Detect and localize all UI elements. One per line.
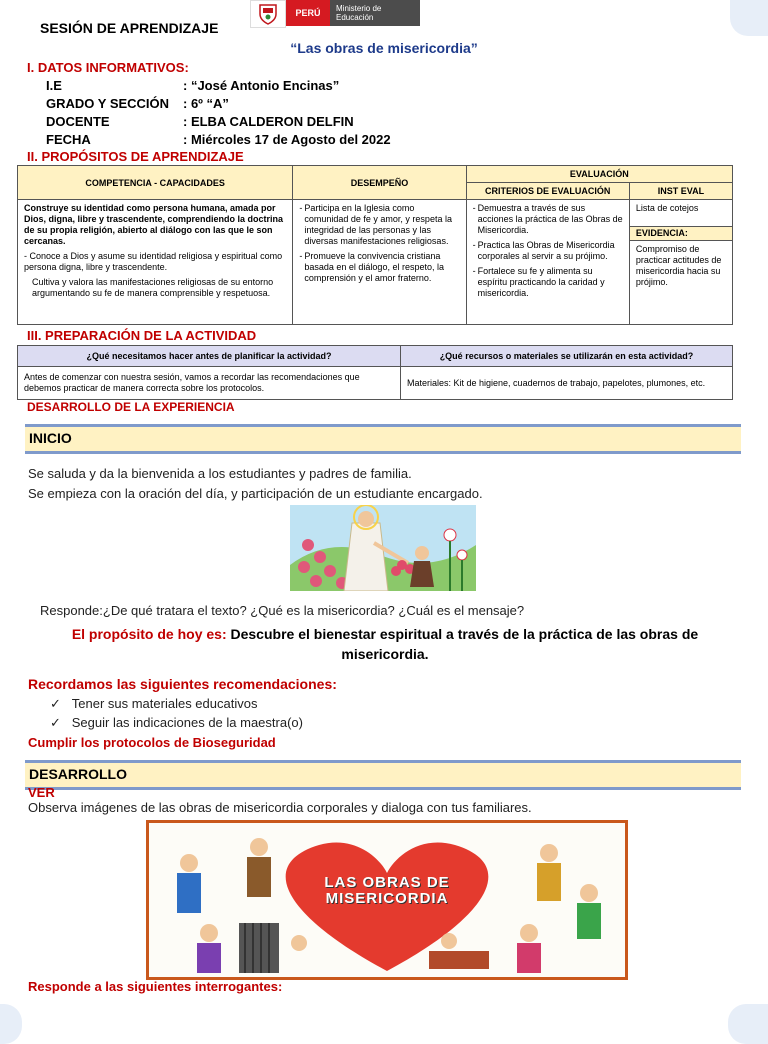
check-item-2 (50, 715, 303, 731)
prep-answer-2: Materiales: Kit de higiene, cuadernos de trabajo, papelotes, plumones, etc. (401, 367, 733, 400)
col-criterios: CRITERIOS DE EVALUACIÓN (466, 183, 629, 200)
section-datos-heading: I. DATOS INFORMATIVOS: (27, 60, 189, 75)
check-item-1-label: Tener sus materiales educativos (71, 696, 258, 711)
proposito-label: El propósito de hoy es: (71, 626, 227, 642)
poster-title-line-2: MISERICORDIA (325, 890, 449, 907)
competencia-cell (18, 200, 293, 325)
col-desempeno: DESEMPEÑO (293, 166, 466, 200)
jesus-illustration (290, 505, 476, 591)
prep-answer-1: Antes de comenzar con nuestra sesión, vamos a recordar las recomendaciones que debemos practicar de manera correcta sobre los protocolos. (18, 367, 401, 400)
prep-question-2: ¿Qué recursos o materiales se utilizarán en esta actividad? (401, 346, 733, 367)
check-item-1 (50, 696, 257, 712)
inicio-line-1: Se saluda y da la bienvenida a los estudiantes y padres de familia. (28, 466, 412, 481)
capacidad-2: Cultiva y valora las manifestaciones religiosas de su entorno argumentando su fe de manera comprensible y respetuosa. (32, 277, 274, 298)
info-label-fecha: FECHA (46, 132, 91, 147)
dash-marker: - (299, 251, 305, 272)
ministry-logo (250, 0, 420, 26)
capacidad-1: - Conoce a Dios y asume su identidad religiosa y espiritual como persona digna, libre y trascendente. (24, 251, 283, 272)
proposito-text: Descubre el bienestar espiritual a través de la práctica de las obras de misericordia. (230, 626, 699, 662)
check-item-2-label: Seguir las indicaciones de la maestra(o) (71, 715, 303, 730)
info-label-docente: DOCENTE (46, 114, 110, 129)
section-propositos-heading: II. PROPÓSITOS DE APRENDIZAJE (27, 149, 244, 164)
desarrollo-experiencia-heading: DESARROLLO DE LA EXPERIENCIA (27, 400, 235, 414)
dash-marker: - (299, 203, 305, 224)
desempeno-2: Promueve la convivencia cristiana basada en el diálogo, el respeto, la comprensión y el amor fraterno. (304, 251, 444, 283)
info-label-grado: GRADO Y SECCIÓN (46, 96, 170, 111)
criterios-cell (466, 200, 629, 325)
recordamos-heading: Recordamos las siguientes recomendaciones: (28, 676, 337, 692)
decorative-corner-bottom-left (0, 1004, 22, 1044)
competencia-text: Construye su identidad como persona humana, amada por Dios, digna, libre y trascendente, comprendiendo la doctrina de su propia religión, abierto al diálogo con las que le son cercanas. (24, 203, 284, 246)
responde-interrogantes: Responde a las siguientes interrogantes: (28, 979, 283, 994)
info-value-grado: : 6º “A” (183, 96, 229, 111)
inicio-band (25, 424, 741, 454)
info-label-ie: I.E (46, 78, 62, 93)
logo-country: PERÚ (286, 0, 330, 26)
evidencia-text: Compromiso de practicar actitudes de misericordia hacia su prójimo. (635, 244, 722, 287)
dash-marker: - (472, 203, 478, 224)
info-value-docente: : ELBA CALDERON DELFIN (183, 114, 354, 129)
criterio-1: Demuestra a través de sus acciones la práctica de las Obras de Misericordia. (477, 203, 623, 235)
proposito-block (40, 624, 730, 664)
checkmark-icon: ✓ (50, 696, 61, 711)
section-preparacion-heading: III. PREPARACIÓN DE LA ACTIVIDAD (27, 328, 257, 343)
dash-marker: - (472, 240, 478, 261)
ver-heading: VER (28, 785, 55, 800)
inicio-label: INICIO (29, 430, 72, 446)
desarrollo-label: DESARROLLO (29, 766, 127, 782)
poster-title (299, 875, 475, 907)
inicio-responde: Responde:¿De qué tratara el texto? ¿Qué es la misericordia? ¿Cuál es el mensaje? (40, 603, 525, 618)
poster-title-line-1: LAS OBRAS DE (324, 874, 450, 891)
inst-cell (629, 200, 732, 325)
preparacion-table (17, 345, 733, 400)
decorative-corner-top-right (730, 0, 768, 36)
desempeno-cell (293, 200, 466, 325)
prep-question-1: ¿Qué necesitamos hacer antes de planificar la actividad? (18, 346, 401, 367)
logo-ministry: Ministerio de Educación (330, 0, 420, 26)
col-evaluacion: EVALUACIÓN (466, 166, 732, 183)
observa-text: Observa imágenes de las obras de misericordia corporales y dialoga con tus familiares. (28, 800, 532, 815)
evidencia-label: EVIDENCIA: (630, 226, 732, 241)
desarrollo-band (25, 760, 741, 790)
propositos-table (17, 165, 733, 325)
dash-marker: - (472, 266, 478, 287)
info-value-fecha: : Miércoles 17 de Agosto del 2022 (183, 132, 391, 147)
decorative-corner-bottom-right (728, 1004, 768, 1044)
col-inst-eval: INST EVAL (629, 183, 732, 200)
cumplir-protocolos: Cumplir los protocolos de Bioseguridad (28, 735, 276, 750)
desempeno-1: Participa en la Iglesia como comunidad de fe y amor, y respeta la integridad de las personas y las diversas manifestaciones religiosas. (304, 203, 452, 246)
info-value-ie: : “José Antonio Encinas” (183, 78, 340, 93)
checkmark-icon: ✓ (50, 715, 61, 730)
obras-misericordia-poster (146, 820, 628, 980)
session-title: SESIÓN DE APRENDIZAJE (40, 20, 219, 36)
coat-of-arms-icon (250, 0, 286, 28)
document-subtitle: “Las obras de misericordia” (290, 40, 478, 56)
inicio-line-2: Se empieza con la oración del día, y participación de un estudiante encargado. (28, 486, 483, 501)
criterio-3: Fortalece su fe y alimenta su espíritu practicando la caridad y misericordia. (477, 266, 605, 298)
criterio-2: Practica las Obras de Misericordia corporales al servir a su prójimo. (477, 240, 615, 261)
col-competencia: COMPETENCIA - CAPACIDADES (18, 166, 293, 200)
inst-value: Lista de cotejos (635, 203, 699, 213)
